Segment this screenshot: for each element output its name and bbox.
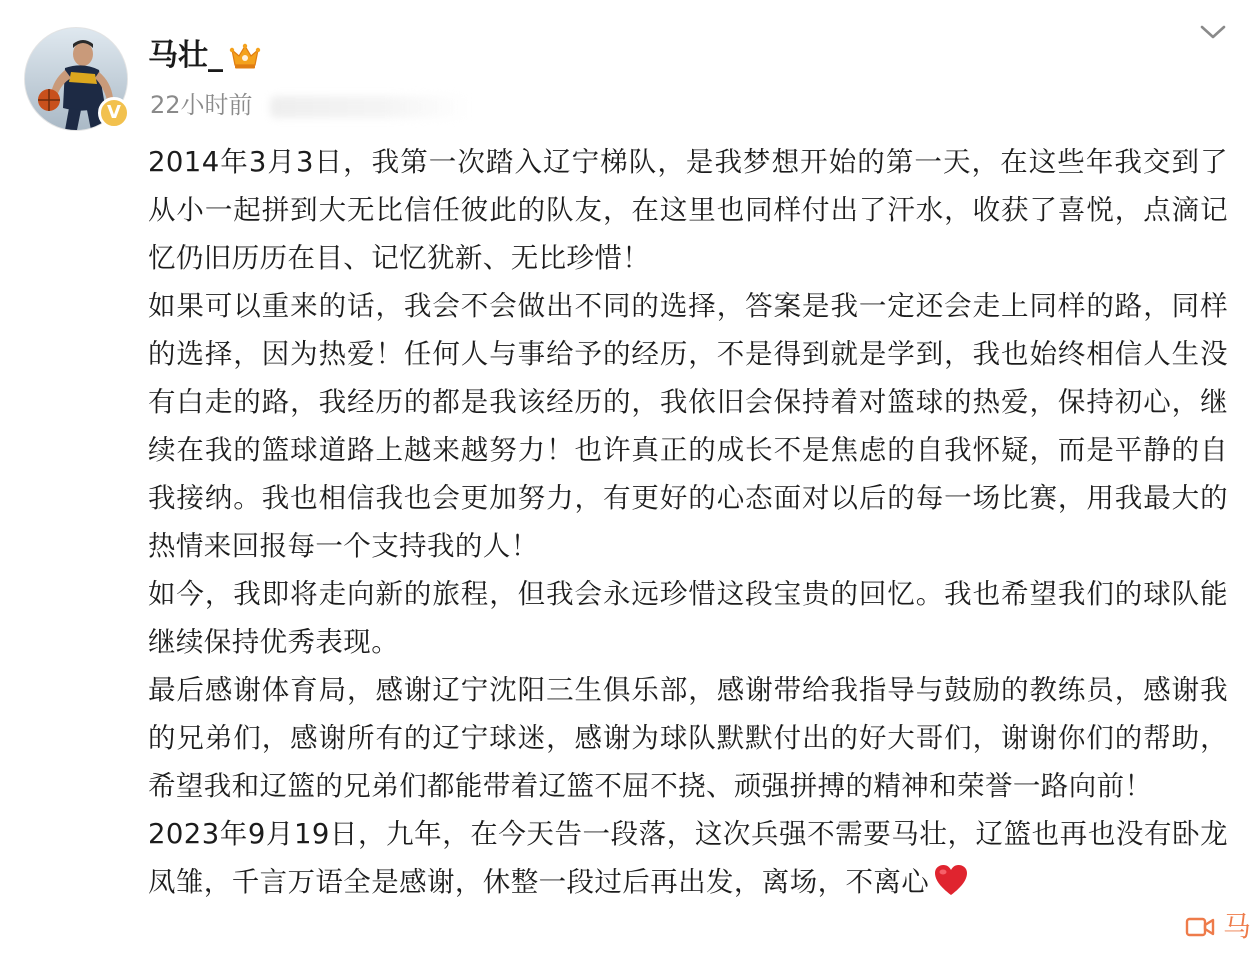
avatar-container[interactable] <box>24 27 128 131</box>
post-content <box>148 138 1228 906</box>
post-paragraph-5 <box>148 810 1228 906</box>
post-paragraph-2: 如果可以重来的话，我会不会做出不同的选择，答案是我一定还会走上同样的路，同样的选择，因为热爱！任何人与事给予的经历，不是得到就是学到，我也始终相信人生没有白走的路，我经历的都是我该经历的，我依旧会保持着对篮球的热爱，保持初心，继续在我的篮球道路上越来越努力！也许真正的成长不是焦虑的自我怀疑，而是平静的自我接纳。我也相信我也会更加努力，有更好的心态面对以后的每一场比赛，用我最大的热情来回报每一个支持我的人！ <box>148 290 1228 562</box>
post-paragraph-5-text: 2023年9月19日，九年，在今天告一段落，这次兵强不需要马壮，辽篮也再也没有卧龙凤雏，千言万语全是感谢，休整一段过后再出发，离场，不离心 <box>148 818 1228 898</box>
video-link-label[interactable]: 马 <box>1222 910 1251 943</box>
red-heart-icon <box>933 863 969 897</box>
video-camera-icon <box>1185 916 1215 938</box>
post-paragraph-3: 如今，我即将走向新的旅程，但我会永远珍惜这段宝贵的回忆。我也希望我们的球队能继续保持优秀表现。 <box>148 578 1228 658</box>
post-paragraph-1: 2014年3月3日，我第一次踏入辽宁梯队，是我梦想开始的第一天，在这些年我交到了从小一起拼到大无比信任彼此的队友，在这里也同样付出了汗水，收获了喜悦，点滴记忆仍旧历历在目、记忆犹新、无比珍惜！ <box>148 146 1228 274</box>
post-paragraph-4: 最后感谢体育局，感谢辽宁沈阳三生俱乐部，感谢带给我指导与鼓励的教练员，感谢我的兄弟们，感谢所有的辽宁球迷，感谢为球队默默付出的好大哥们，谢谢你们的帮助，希望我和辽篮的兄弟们都能带着辽篮不屈不挠、顽强拼搏的精神和荣誉一路向前！ <box>148 674 1228 802</box>
author-name[interactable]: 马壮_ <box>148 38 223 73</box>
video-link[interactable] <box>1185 903 1251 951</box>
crown-icon <box>229 41 261 71</box>
redacted-source <box>270 96 470 118</box>
verified-v-icon <box>98 97 130 129</box>
author-name-row[interactable] <box>148 36 261 76</box>
post-timestamp: 22小时前 <box>150 91 253 119</box>
chevron-down-icon[interactable] <box>1199 22 1227 42</box>
verified-label: V <box>107 102 121 123</box>
post-header <box>0 0 1251 140</box>
